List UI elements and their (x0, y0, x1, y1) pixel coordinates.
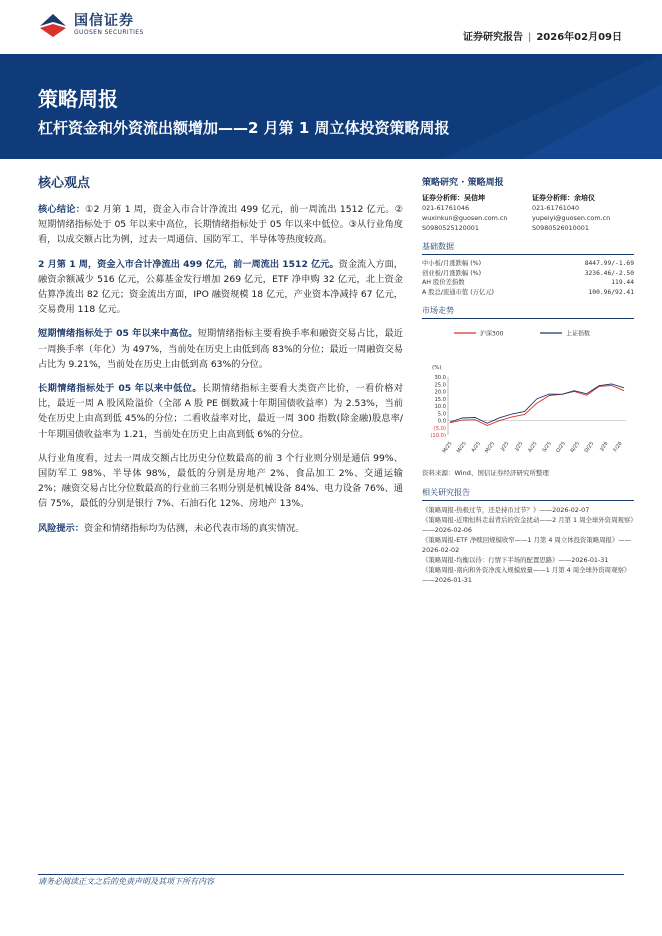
banner-decoration (402, 54, 662, 159)
report-title: 策略周报 (38, 87, 118, 111)
y-tick-label: 15.0 (434, 396, 446, 403)
analysts (422, 193, 634, 233)
list-item[interactable]: 《策略周报-热极过节，还是持币过节？》——2026-02-07 (422, 506, 590, 514)
risk-warning: 风险提示：资金和情绪指标均为估测，未必代表市场的真实情况。 (38, 522, 305, 534)
analyst-card: 证券分析师：吴信坤 021-61761046 wuxinkun@guosen.com.cn S0980525120001 (422, 193, 524, 233)
y-tick-label: 20.0 (434, 389, 446, 396)
table-row: AH 股价差指数 119.44 (422, 279, 634, 286)
x-tick-label: M/25 (441, 440, 454, 455)
series-line (450, 385, 624, 425)
list-item[interactable]: 《策略周报-南向和外资净流入规模放量——1 月第 4 周全球外资周观察》——2026-01-31 (422, 566, 631, 584)
y-tick-label: (5.0) (433, 425, 446, 432)
x-tick-label: D/25 (583, 440, 596, 454)
analyst-email[interactable]: wuxinkun@guosen.com.cn (422, 214, 508, 222)
market-trend-title: 市场走势 (422, 305, 634, 319)
x-tick-label: O/25 (555, 440, 567, 454)
analyst-email[interactable]: yupeiyi@guosen.com.cn (532, 214, 611, 222)
list-item[interactable]: 《策略周报-近期恒科走弱背后的资金扰动——2 月第 1 周全球外资周观察》——2026-02-06 (422, 516, 637, 534)
x-tick-label: M/25 (455, 440, 468, 455)
basic-data-table (422, 259, 634, 297)
logo-en: GUOSEN SECURITIES (74, 29, 144, 36)
chart-source: 资料来源：Wind、国信证券经济研究所整理 (422, 469, 549, 477)
y-tick-label: 5.0 (437, 411, 446, 418)
y-tick-label: (10.0) (430, 433, 446, 439)
footer-disclaimer: 请务必阅读正文之后的免责声明及其项下所有内容 (38, 877, 214, 886)
sidebar (422, 175, 637, 585)
title-banner (0, 54, 662, 159)
logo-mark-icon (38, 12, 68, 38)
doc-meta: 证券研究报告 | 2026年02月09日 (462, 32, 622, 43)
report-category: 策略研究 · 策略周报 (422, 178, 504, 188)
related-title: 相关研究报告 (422, 487, 634, 501)
y-tick-label: 25.0 (434, 382, 446, 389)
table-row: 中小板/月涨跌幅 (%) 8447.99/-1.69 (422, 260, 634, 267)
table-row: 创业板/月涨跌幅 (%) 3236.46/-2.50 (422, 269, 634, 277)
footer-divider (38, 874, 624, 875)
legend-label: 沪深300 (480, 330, 504, 338)
report-type: 证券研究报告 (462, 32, 523, 43)
x-tick-label: J/25 (499, 440, 511, 452)
legend-label: 上证指数 (566, 330, 591, 338)
x-tick-label: A/25 (527, 440, 539, 454)
long-sentiment-paragraph: 长期情绪指标处于 05 年以来中低位。长期情绪指标主要看大类资产比价，一看价格对比，最近一周 A 股风险溢价（全部 A 股 PE 倒数减十年期国债收益率）为 2.53%，当前处在历史上由高到低 45%的分位；二看收益率对比，最近一周 300 指数(除金融)股息率/十年期国债收益率为 1.21，当前处在历史上由高到低 6%的分位。 (38, 383, 404, 440)
logo-cn: 国信证券 (74, 13, 134, 29)
industry-paragraph: 从行业角度看，过去一周成交额占比历史分位数最高的前 3 个行业则分别是通信 99%、国防军工 98%、半导体 98%，最低的分别是房地产 2%、食品加工 2%、交通运输 2%；融资交易占比分位数最高的行业前三名则分别是机械设备 84%、电力设备 76%、通信 75%，最低的分别是银行 7%、石油石化 12%、房地产 13%。 (38, 452, 403, 510)
x-tick-label: N/25 (569, 440, 582, 454)
market-chart-svg (422, 323, 634, 458)
y-axis-label: (%) (432, 365, 442, 371)
y-tick-label: 10.0 (434, 404, 446, 410)
x-tick-label: F/26 (612, 440, 624, 454)
company-logo (38, 12, 144, 38)
y-tick-label: 30.0 (434, 375, 446, 381)
core-conclusion: 核心结论：①2 月第 1 周，资金入市合计净流出 499 亿元，前一周流出 1512 亿元。②短期情绪指标处于 05 年以来中高位，长期情绪指标处于 05 年以来中低位。③从行业角度看，以成交额占比为例，过去一周通信、国防军工、半导体等热度较高。 (38, 204, 404, 246)
x-tick-label: J/25 (514, 440, 525, 452)
x-tick-label: J/26 (599, 440, 610, 452)
x-tick-label: S/25 (541, 440, 553, 454)
table-row: A 股总/流通市值 (万亿元) 100.96/92.41 (422, 288, 634, 296)
section-title: 核心观点 (38, 176, 91, 191)
market-chart (422, 323, 634, 462)
y-tick-label: 0.0 (437, 418, 446, 425)
main-content (38, 172, 403, 545)
report-subtitle: 杠杆资金和外资流出额增加——2 月第 1 周立体投资策略周报 (38, 119, 450, 137)
report-date: 2026年02月09日 (536, 32, 622, 43)
short-sentiment-paragraph: 短期情绪指标处于 05 年以来中高位。短期情绪指标主要看换手率和融资交易占比，最近一周换手率（年化）为 497%，当前处在历史上由低到高 83%的分位；最近一周融资交易占比为 9.21%，当前处在历史上由低到高 63%的分位。 (38, 328, 403, 370)
list-item[interactable]: 《策略周报-均衡以待：行情下半场的配置思路》——2026-01-31 (422, 556, 609, 564)
x-tick-label: M/25 (484, 440, 497, 455)
analyst-card: 证券分析师：余培仪 021-61761040 yupeiyi@guosen.com.cn S0980526010001 (532, 193, 634, 233)
list-item[interactable]: 《策略周报-ETF 净赎回规模收窄——1 月第 4 周立体投资策略周报》——2026-02-02 (422, 536, 632, 554)
related-list (422, 505, 637, 585)
basic-data-title: 基础数据 (422, 241, 634, 255)
page-header (0, 0, 662, 52)
fund-flow-paragraph: 2 月第 1 周，资金入市合计净流出 499 亿元，前一周流出 1512 亿元。资金流入方面，融资余额减少 516 亿元，公募基金发行增加 269 亿元，ETF 净申购 32 亿元，北上资金估算净流出 82 亿元；资金流出方面，IPO 融资规模 18 亿元，产业资本净减持 67 亿元，交易费用 118 亿元。 (38, 258, 403, 316)
x-tick-label: A/25 (470, 440, 482, 454)
